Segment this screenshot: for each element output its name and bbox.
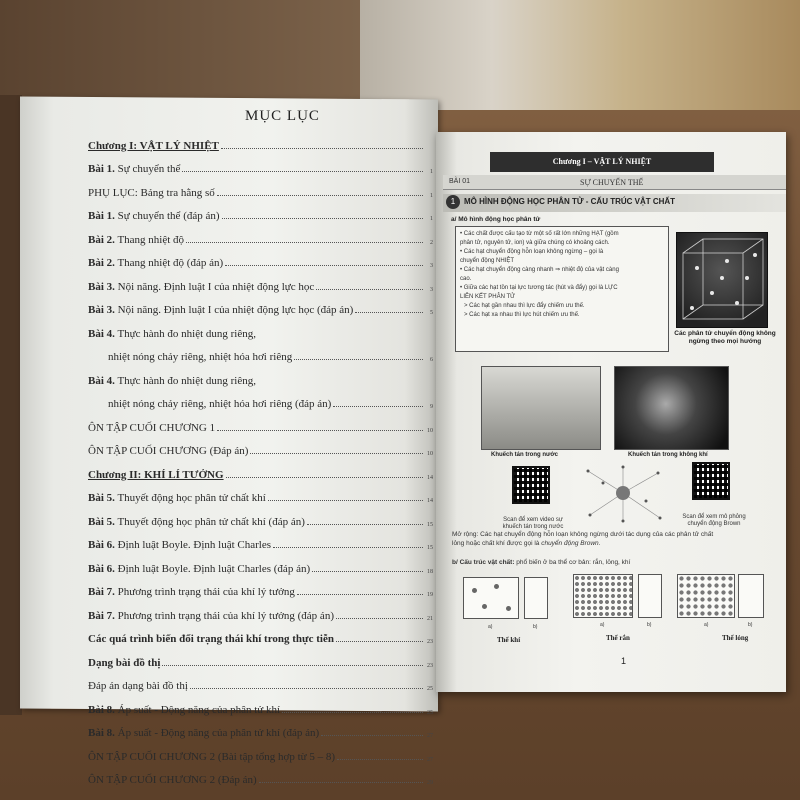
extension-italic: chuyển động Brown. [541,540,601,547]
toc-row-label [88,163,182,175]
toc-lesson-title: Thuyết động học phân tử chất khí (đáp án) [114,515,305,528]
toc-lesson-title: Thang nhiệt độ (đáp án) [114,257,224,269]
solid-diagram-a [573,574,633,618]
toc-row [88,199,433,223]
toc-page-number: 3 [430,286,433,293]
toc-page-number: 10 [427,451,433,457]
toc-row [88,481,433,505]
box-line: • Giữa các hạt tồn tại lực tương tác (hút và đẩy) gọi là LỰC [460,285,618,291]
section-number: 1 [446,195,460,209]
photo1-caption: Khuếch tán trong nước [491,452,558,458]
label-a-gas: a) [488,624,493,630]
toc-leader-dots [225,265,423,266]
toc-row-label: ÔN TẬP CUỐI CHƯƠNG 2 (Đáp án) [88,774,257,786]
toc-row-label [88,704,282,716]
toc-row-label [88,516,307,528]
toc-row-label: Dạng bài đồ thị [88,656,161,669]
liquid-diagram-b [738,574,764,618]
toc-row [88,622,433,646]
toc-leader-dots [162,665,423,666]
toc-row-label [88,539,273,551]
label-b-liquid: b) [748,622,753,628]
toc-lesson-title: Phương trình trạng thái của khí lý tưởng (đáp án) [114,609,334,622]
page-number: 1 [621,656,627,666]
toc-row [88,387,433,411]
toc-page-number: 9 [430,404,433,410]
toc-row-label [88,610,336,622]
toc-row [88,222,433,246]
toc-page-number: 19 [427,592,433,598]
toc-row-label [88,304,355,316]
section-title: MÔ HÌNH ĐỘNG HỌC PHÂN TỬ - CẤU TRÚC VẬT CHẤT [464,197,676,206]
toc-leader-dots [336,618,423,619]
toc-row [88,293,433,317]
cube-lines [677,233,769,329]
box-line: • Các hạt chuyển động hỗn loạn không ngừng – gọi là [460,249,604,255]
toc-row [88,551,433,575]
toc-page-number: 14 [427,474,433,481]
toc-leader-dots [182,171,423,172]
gas-diagram-a [463,577,519,619]
toc-row [88,410,433,434]
background-books [360,0,800,110]
toc-page-number: 27 [427,756,433,763]
box-line: cao. [460,276,472,282]
toc-lesson-title: Thực hành đo nhiệt dung riêng, [114,327,256,340]
toc-row-label [88,563,312,575]
qr-code-brown [692,462,730,500]
toc-leader-dots [268,500,423,501]
toc-lesson-number: Bài 8. [88,703,115,716]
toc-row-label: nhiệt nóng chảy riêng, nhiệt hóa hơi riêng (đáp án) [108,398,332,410]
toc-lesson-number: Bài 1. [88,163,115,175]
toc-row-label [88,375,258,387]
gas-diagram-b [524,577,548,619]
toc-row-label: Các quá trình biến đổi trạng thái khí trong thực tiễn [88,633,334,645]
toc-leader-dots [355,312,423,313]
toc-lesson-number: Bài 7. [88,609,115,622]
toc-row [88,152,433,176]
lesson-number: BÀI 01 [449,178,471,185]
toc-page-number: 23 [427,662,433,669]
toc-row [88,763,433,787]
toc-row-label: Đáp án dạng bài đồ thị [88,680,188,692]
toc-lesson-title: Định luật Boyle. Định luật Charles [114,539,272,551]
toc-page-number: 2 [430,239,433,246]
toc-row [88,528,433,552]
extension-line-2 [452,539,782,548]
toc-leader-dots [217,430,423,431]
table-of-contents [88,128,433,786]
diffusion-air-photo [614,366,729,450]
box-line: > Các hạt xa nhau thì lực hút chiếm ưu thế. [464,312,580,318]
liquid-diagram-a [677,574,735,618]
toc-row [88,575,433,599]
toc-lesson-title: Áp suất - Động năng của phân tử khí [114,703,281,716]
toc-leader-dots [321,735,423,736]
toc-row [88,269,433,293]
toc-leader-dots [333,406,423,407]
toc-row-label [88,586,297,598]
box-line: chuyển động NHIỆT [460,258,515,264]
subheading-a: a/ Mô hình động học phân tử [451,216,541,223]
state-solid-label: Thể rắn [606,634,630,642]
toc-row [88,645,433,669]
toc-leader-dots [222,218,423,219]
toc-row-label: ÔN TẬP CUỐI CHƯƠNG 1 [88,421,216,434]
book-spine-edge [0,95,22,715]
toc-lesson-title: Sự chuyển thể [114,163,181,175]
toc-leader-dots [259,782,423,783]
lesson-title: SỰ CHUYỂN THỂ [580,178,644,187]
box-line: phân tử, nguyên tử, ion) và giữa chúng có khoảng cách. [460,240,610,246]
toc-row [88,316,433,340]
toc-row-label [88,328,258,340]
toc-leader-dots [307,524,423,525]
toc-lesson-number: Bài 6. [88,539,115,551]
scan-caption-1: Scan để xem video sự khuếch tán trong nước [502,517,564,530]
label-a-liquid: a) [704,622,709,628]
toc-page-number: 25 [427,686,433,692]
toc-leader-dots [337,759,423,760]
toc-row-label: ÔN TẬP CUỐI CHƯƠNG 2 (Bài tập tổng hợp từ 5 – 8) [88,750,336,763]
toc-lesson-number: Bài 5. [88,492,115,504]
toc-leader-dots [190,688,423,689]
structure-label: b/ Cấu trúc vật chất: [452,559,515,566]
toc-row [88,598,433,622]
toc-lesson-title: Thang nhiệt độ [114,233,185,246]
toc-row [88,716,433,740]
toc-page-number: 1 [430,169,433,175]
toc-page-number: 10 [427,427,433,434]
brownian-motion-diagram [578,463,668,525]
toc-page-number: 14 [427,498,433,504]
toc-lesson-number: Bài 1. [88,210,115,222]
label-b-solid: b) [647,622,652,628]
toc-lesson-number: Bài 4. [88,327,115,340]
toc-row [88,363,433,387]
toc-page-number: 3 [430,263,433,269]
toc-lesson-number: Bài 3. [88,304,115,316]
state-liquid-label: Thể lỏng [722,634,749,642]
toc-lesson-title: Nội năng. Định luật I của nhiệt động lực học (đáp án) [114,304,354,316]
state-gas-label: Thể khí [497,636,521,644]
toc-row [88,246,433,270]
toc-row [88,739,433,763]
toc-row-label [88,210,222,222]
toc-row-label [88,727,321,739]
toc-leader-dots [282,712,423,713]
toc-lesson-number: Bài 5. [88,515,115,528]
toc-row-label [88,281,316,293]
toc-row-label: PHỤ LỤC: Bảng tra hằng số [88,186,215,199]
toc-leader-dots [273,547,423,548]
toc-lesson-title: Phương trình trạng thái của khí lý tưởng [114,586,295,598]
toc-row-label: Chương I: VẬT LÝ NHIỆT [88,139,219,152]
toc-page-number: 1 [430,216,433,222]
toc-row [88,128,433,152]
extension-note [452,530,782,548]
toc-lesson-number: Bài 3. [88,280,115,293]
toc-lesson-title: Áp suất - Động năng của phân tử khí (đáp án) [114,727,320,739]
toc-leader-dots [250,453,423,454]
toc-lesson-title: Định luật Boyle. Định luật Charles (đáp án) [114,562,311,575]
toc-page-number: 6 [430,357,433,363]
toc-row-label [88,257,225,269]
toc-lesson-title: Nội năng. Định luật I của nhiệt động lực học [114,280,315,293]
toc-row [88,340,433,364]
toc-leader-dots [297,594,423,595]
toc-page-number: 29 [427,780,433,786]
toc-lesson-title: Sự chuyển thể (đáp án) [114,210,220,222]
toc-row-label: Chương II: KHÍ LÍ TƯỞNG [88,468,224,481]
toc-page-number: 15 [427,521,433,528]
photo2-caption: Khuếch tán trong không khí [628,452,708,458]
molecule-cube-image [676,232,768,328]
box-line: LIÊN KẾT PHÂN TỬ [460,294,516,300]
toc-row [88,692,433,716]
structure-heading [452,559,782,566]
toc-page-number: 18 [427,568,433,575]
toc-row-label [88,234,186,246]
toc-leader-dots [336,641,423,642]
toc-title: MỤC LỤC [245,108,320,124]
toc-leader-dots [221,148,423,149]
toc-row-label: nhiệt nóng chảy riêng, nhiệt hóa hơi riêng [108,351,293,363]
toc-lesson-title: Thuyết động học phân tử chất khí [114,492,266,504]
toc-page-number: 21 [427,615,433,622]
toc-lesson-number: Bài 2. [88,233,115,246]
toc-row [88,669,433,693]
box-line: • Các chất được cấu tạo từ một số rất lớn những HẠT (gồm [460,231,619,237]
toc-lesson-number: Bài 2. [88,257,115,269]
toc-leader-dots [294,359,423,360]
extension-text: lỏng hoặc chất khí được gọi là [452,540,542,547]
toc-lesson-number: Bài 6. [88,562,115,575]
toc-page-number: 23 [427,639,433,645]
toc-page-number: 27 [427,733,433,739]
toc-leader-dots [226,477,423,478]
label-b-gas: b) [533,624,538,630]
toc-lesson-number: Bài 4. [88,374,115,387]
toc-row [88,457,433,481]
cube-caption: Các phân tử chuyển động không ngừng theo mọi hướng [674,330,776,345]
toc-leader-dots [217,195,423,196]
scan-caption-2: Scan để xem mô phỏng chuyển động Brown [682,514,746,527]
box-line: • Các hạt chuyển động càng nhanh ⇒ nhiệt độ của vật càng [460,267,619,273]
toc-row [88,434,433,458]
toc-leader-dots [312,571,423,572]
toc-page-number: 5 [430,310,433,316]
toc-leader-dots [186,242,423,243]
theory-box [455,226,669,352]
qr-code-video [512,466,550,504]
toc-leader-dots [316,289,423,290]
toc-lesson-number: Bài 7. [88,586,115,598]
toc-page-number: 1 [430,192,433,199]
structure-text: phổ biến ở ba thể cơ bản: rắn, lỏng, khí [514,559,631,566]
diffusion-water-photo [481,366,601,450]
toc-row [88,175,433,199]
toc-page-number: 25 [427,709,433,716]
toc-lesson-title: Thực hành đo nhiệt dung riêng, [114,374,256,387]
background-shelf [0,0,360,100]
label-a-solid: a) [600,622,605,628]
chapter-banner: Chương I – VẬT LÝ NHIỆT [490,152,714,172]
toc-row-label [88,492,268,504]
box-line: > Các hạt gần nhau thì lực đẩy chiếm ưu thế. [464,303,585,309]
toc-lesson-number: Bài 8. [88,727,115,739]
solid-diagram-b [638,574,662,618]
toc-page-number: 15 [427,545,433,551]
extension-line-1: Mở rộng: Các hạt chuyển động hỗn loạn không ngừng dưới tác dụng của các phân tử chất [452,531,714,538]
toc-row [88,504,433,528]
toc-row-label: ÔN TẬP CUỐI CHƯƠNG (Đáp án) [88,445,249,457]
